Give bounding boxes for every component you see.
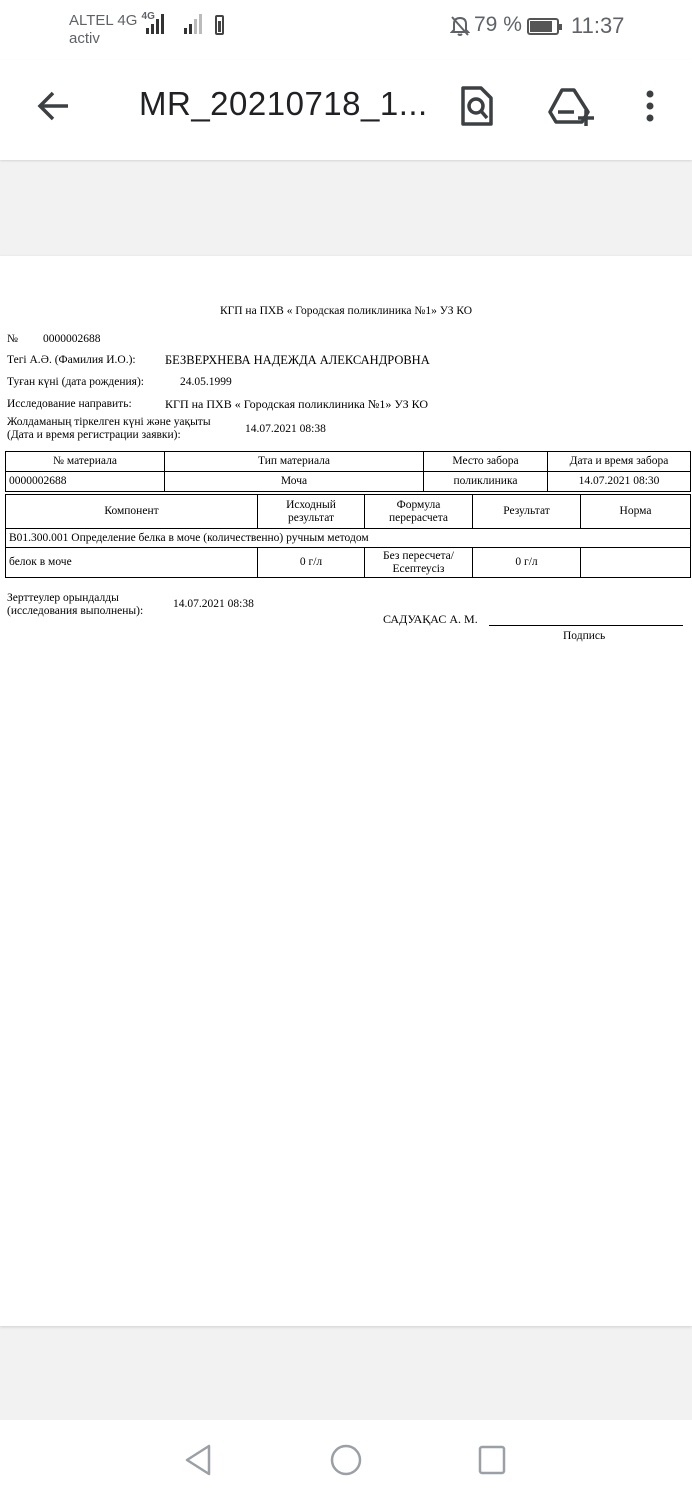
app-bar: [0, 60, 692, 160]
header-material-type: Тип материала: [165, 452, 424, 472]
nav-recents-icon[interactable]: [477, 1444, 507, 1476]
network-type: 4G: [141, 11, 155, 22]
completed-label-ru: (исследования выполнены):: [7, 605, 144, 617]
formula-value-line1: Без пересчета/: [383, 549, 454, 562]
material-table-header: [6, 452, 691, 472]
header-formula-line1: Формула: [396, 498, 441, 511]
dob-value: 24.05.1999: [180, 376, 232, 388]
carrier-name: ALTEL 4G: [69, 12, 138, 29]
header-material-number: № материала: [6, 452, 165, 472]
status-bar: [0, 0, 692, 60]
completed-value: 14.07.2021 08:38: [173, 598, 254, 610]
header-formula-line2: перерасчета: [389, 511, 448, 524]
registration-value: 14.07.2021 08:38: [245, 423, 326, 435]
name-label: Тегі А.Ә. (Фамилия И.О.):: [7, 354, 136, 366]
collection-place: поликлиника: [424, 472, 548, 492]
clock: 11:37: [571, 13, 625, 38]
org-header: КГП на ПХВ « Городская поликлиника №1» УЗ КО: [219, 305, 473, 317]
material-type: Моча: [165, 472, 424, 492]
header-component: Компонент: [6, 495, 258, 529]
carrier-info: [69, 8, 155, 48]
signal-icon-sim2: [184, 14, 204, 34]
more-vert-icon[interactable]: [640, 84, 660, 128]
header-collection-datetime: Дата и время забора: [548, 452, 691, 472]
signal-icon: [146, 14, 166, 34]
battery-icon: [527, 18, 559, 35]
number-value: 0000002688: [43, 333, 101, 345]
collection-datetime: 14.07.2021 08:30: [548, 472, 691, 492]
norm-value: [581, 548, 691, 578]
battery-saver-icon: [215, 15, 224, 35]
component-name: белок в моче: [6, 548, 258, 578]
arrow-back-icon[interactable]: [34, 86, 74, 126]
header-initial-result: [258, 495, 365, 529]
formula-value-line2: Есептеусіз: [392, 562, 445, 575]
battery-percent: 79 %: [474, 13, 522, 36]
notifications-off-icon: [450, 15, 470, 37]
section-title: B01.300.001 Определение белка в моче (количественно) ручным методом: [6, 529, 691, 548]
document-page[interactable]: [0, 256, 692, 1326]
signature-label: Подпись: [563, 630, 606, 642]
initial-result-value: 0 г/л: [258, 548, 365, 578]
nav-back-icon[interactable]: [183, 1443, 213, 1477]
patient-name: БЕЗВЕРХНЕВА НАДЕЖДА АЛЕКСАНДРОВНА: [165, 353, 430, 367]
results-section-row: [6, 529, 691, 548]
referral-value: КГП на ПХВ « Городская поликлиника №1» УЗ КО: [165, 397, 429, 411]
table-row: [6, 472, 691, 492]
result-value: 0 г/л: [473, 548, 581, 578]
find-in-page-icon[interactable]: [457, 84, 497, 128]
registration-label-kz: Жолдаманың тіркелген күні және уақыты: [7, 416, 211, 428]
header-formula: [365, 495, 473, 529]
header-initial-result-line2: результат: [287, 511, 335, 524]
dob-label: Туған күні (дата рождения):: [7, 376, 144, 388]
header-norm: Норма: [581, 495, 691, 529]
material-number: 0000002688: [6, 472, 165, 492]
material-table: [5, 451, 691, 492]
signer-name: САДУАҚАС А. М.: [383, 612, 478, 626]
results-table-header: [6, 495, 691, 529]
header-initial-result-line1: Исходный: [286, 498, 336, 511]
results-table: [5, 494, 691, 578]
carrier-sub: activ: [69, 30, 100, 47]
completed-label-kz: Зерттеулер орындалды: [7, 592, 119, 604]
signature-line: [489, 625, 683, 626]
formula-value: [365, 548, 473, 578]
nav-home-icon[interactable]: [329, 1443, 363, 1477]
header-collection-place: Место забора: [424, 452, 548, 472]
table-row: [6, 548, 691, 578]
registration-label-ru: (Дата и время регистрации заявки):: [7, 429, 181, 441]
add-to-drive-icon[interactable]: [548, 84, 594, 128]
document-title: MR_20210718_1...: [139, 85, 428, 122]
header-result: Результат: [473, 495, 581, 529]
referral-label: Исследование направить:: [7, 398, 132, 410]
number-label: №: [7, 333, 18, 345]
navigation-bar: [0, 1420, 692, 1500]
